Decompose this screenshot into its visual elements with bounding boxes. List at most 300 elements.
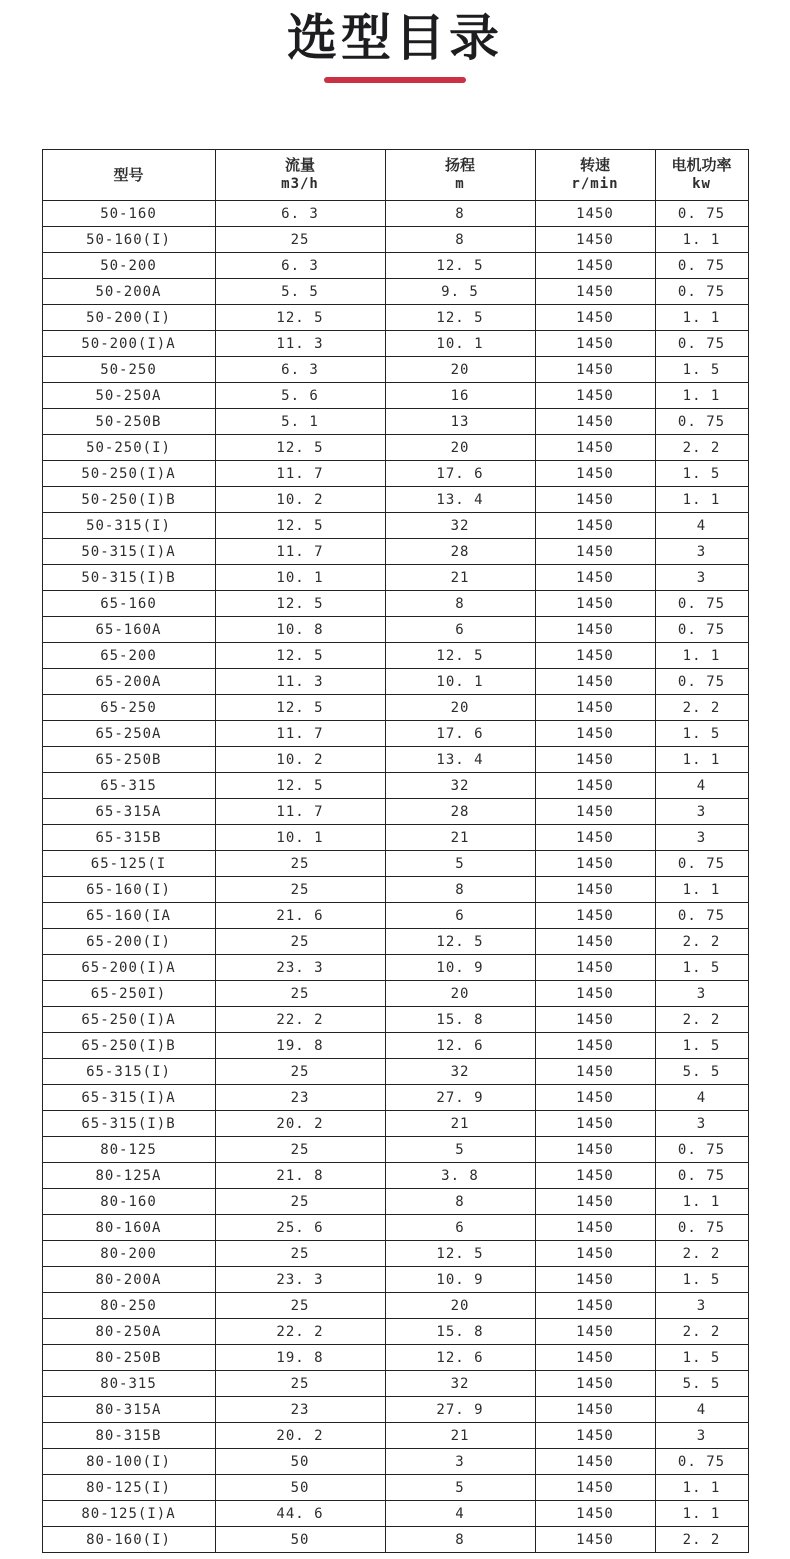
speed-cell: 1450 — [535, 1319, 655, 1345]
flow-cell: 25 — [215, 1293, 385, 1319]
table-row — [42, 227, 748, 253]
power-cell: 1. 5 — [655, 721, 748, 747]
column-header-model — [42, 150, 215, 201]
model-cell: 80-160(I) — [42, 1527, 215, 1553]
power-cell: 3 — [655, 799, 748, 825]
power-cell: 2. 2 — [655, 1527, 748, 1553]
speed-cell: 1450 — [535, 981, 655, 1007]
model-cell: 65-315B — [42, 825, 215, 851]
head-cell: 21 — [385, 565, 535, 591]
speed-cell: 1450 — [535, 409, 655, 435]
table-row — [42, 461, 748, 487]
power-cell: 1. 1 — [655, 1475, 748, 1501]
model-cell: 50-200(I)A — [42, 331, 215, 357]
model-cell: 50-250(I)B — [42, 487, 215, 513]
table-row — [42, 1501, 748, 1527]
flow-cell: 44. 6 — [215, 1501, 385, 1527]
power-cell: 3 — [655, 539, 748, 565]
table-row — [42, 747, 748, 773]
model-cell: 65-250 — [42, 695, 215, 721]
flow-cell: 12. 5 — [215, 305, 385, 331]
flow-cell: 25 — [215, 1241, 385, 1267]
flow-cell: 11. 3 — [215, 331, 385, 357]
flow-cell: 6. 3 — [215, 253, 385, 279]
table-row — [42, 877, 748, 903]
column-unit: r/min — [571, 176, 619, 192]
model-cell: 65-200(I) — [42, 929, 215, 955]
column-label: 扬程 — [444, 157, 475, 174]
power-cell: 0. 75 — [655, 617, 748, 643]
power-cell: 1. 5 — [655, 1033, 748, 1059]
speed-cell: 1450 — [535, 1189, 655, 1215]
speed-cell: 1450 — [535, 773, 655, 799]
speed-cell: 1450 — [535, 643, 655, 669]
model-cell: 50-250(I) — [42, 435, 215, 461]
flow-cell: 20. 2 — [215, 1111, 385, 1137]
speed-cell: 1450 — [535, 357, 655, 383]
flow-cell: 25 — [215, 851, 385, 877]
model-cell: 50-315(I)B — [42, 565, 215, 591]
power-cell: 0. 75 — [655, 279, 748, 305]
model-cell: 65-250(I)A — [42, 1007, 215, 1033]
head-cell: 3. 8 — [385, 1163, 535, 1189]
power-cell: 1. 5 — [655, 1267, 748, 1293]
power-cell: 0. 75 — [655, 669, 748, 695]
head-cell: 21 — [385, 1111, 535, 1137]
flow-cell: 20. 2 — [215, 1423, 385, 1449]
model-cell: 65-315A — [42, 799, 215, 825]
table-row — [42, 773, 748, 799]
model-cell: 50-250A — [42, 383, 215, 409]
head-cell: 6 — [385, 617, 535, 643]
model-cell: 65-315(I)A — [42, 1085, 215, 1111]
head-cell: 8 — [385, 1189, 535, 1215]
model-cell: 80-160 — [42, 1189, 215, 1215]
head-cell: 13. 4 — [385, 487, 535, 513]
power-cell: 0. 75 — [655, 1449, 748, 1475]
power-cell: 1. 5 — [655, 955, 748, 981]
table-row — [42, 1267, 748, 1293]
speed-cell: 1450 — [535, 1137, 655, 1163]
head-cell: 20 — [385, 357, 535, 383]
flow-cell: 50 — [215, 1527, 385, 1553]
model-cell: 50-250 — [42, 357, 215, 383]
table-row — [42, 1397, 748, 1423]
table-row — [42, 1345, 748, 1371]
power-cell: 0. 75 — [655, 851, 748, 877]
speed-cell: 1450 — [535, 1293, 655, 1319]
power-cell: 0. 75 — [655, 903, 748, 929]
model-cell: 80-125(I) — [42, 1475, 215, 1501]
speed-cell: 1450 — [535, 1241, 655, 1267]
table-row — [42, 591, 748, 617]
table-row — [42, 1449, 748, 1475]
speed-cell: 1450 — [535, 1085, 655, 1111]
speed-cell: 1450 — [535, 1215, 655, 1241]
speed-cell: 1450 — [535, 799, 655, 825]
table-row — [42, 357, 748, 383]
head-cell: 12. 6 — [385, 1033, 535, 1059]
speed-cell: 1450 — [535, 513, 655, 539]
flow-cell: 5. 6 — [215, 383, 385, 409]
speed-cell: 1450 — [535, 1163, 655, 1189]
table-row — [42, 1475, 748, 1501]
power-cell: 0. 75 — [655, 1137, 748, 1163]
model-cell: 80-200 — [42, 1241, 215, 1267]
speed-cell: 1450 — [535, 955, 655, 981]
speed-cell: 1450 — [535, 201, 655, 227]
power-cell: 0. 75 — [655, 1163, 748, 1189]
speed-cell: 1450 — [535, 877, 655, 903]
column-unit: m3/h — [281, 176, 319, 192]
flow-cell: 21. 6 — [215, 903, 385, 929]
head-cell: 27. 9 — [385, 1085, 535, 1111]
speed-cell: 1450 — [535, 279, 655, 305]
flow-cell: 22. 2 — [215, 1007, 385, 1033]
table-row — [42, 1371, 748, 1397]
speed-cell: 1450 — [535, 1371, 655, 1397]
model-cell: 50-250(I)A — [42, 461, 215, 487]
power-cell: 2. 2 — [655, 1007, 748, 1033]
speed-cell: 1450 — [535, 1501, 655, 1527]
power-cell: 1. 5 — [655, 357, 748, 383]
power-cell: 2. 2 — [655, 1241, 748, 1267]
head-cell: 20 — [385, 435, 535, 461]
table-row — [42, 201, 748, 227]
flow-cell: 12. 5 — [215, 695, 385, 721]
table-row — [42, 669, 748, 695]
head-cell: 5 — [385, 1475, 535, 1501]
power-cell: 2. 2 — [655, 695, 748, 721]
speed-cell: 1450 — [535, 1423, 655, 1449]
head-cell: 12. 5 — [385, 1241, 535, 1267]
table-row — [42, 305, 748, 331]
head-cell: 32 — [385, 1371, 535, 1397]
model-cell: 50-315(I) — [42, 513, 215, 539]
title-divider-bar — [324, 77, 466, 83]
speed-cell: 1450 — [535, 695, 655, 721]
flow-cell: 12. 5 — [215, 643, 385, 669]
head-cell: 8 — [385, 591, 535, 617]
head-cell: 10. 9 — [385, 1267, 535, 1293]
table-row — [42, 1007, 748, 1033]
head-cell: 4 — [385, 1501, 535, 1527]
flow-cell: 11. 7 — [215, 461, 385, 487]
table-row — [42, 825, 748, 851]
table-header — [42, 150, 748, 201]
column-header-speed — [535, 150, 655, 201]
speed-cell: 1450 — [535, 435, 655, 461]
model-cell: 50-315(I)A — [42, 539, 215, 565]
model-cell: 50-200A — [42, 279, 215, 305]
table-row — [42, 721, 748, 747]
flow-cell: 19. 8 — [215, 1345, 385, 1371]
speed-cell: 1450 — [535, 253, 655, 279]
head-cell: 27. 9 — [385, 1397, 535, 1423]
page-title: 选型目录 — [287, 10, 503, 66]
flow-cell: 10. 2 — [215, 487, 385, 513]
flow-cell: 25 — [215, 227, 385, 253]
head-cell: 8 — [385, 877, 535, 903]
table-row — [42, 1163, 748, 1189]
model-cell: 65-200(I)A — [42, 955, 215, 981]
flow-cell: 5. 5 — [215, 279, 385, 305]
table-row — [42, 1111, 748, 1137]
flow-cell: 23 — [215, 1085, 385, 1111]
flow-cell: 10. 2 — [215, 747, 385, 773]
model-cell: 65-250B — [42, 747, 215, 773]
column-label: 转速 — [579, 157, 610, 174]
model-cell: 50-250B — [42, 409, 215, 435]
model-cell: 65-160(IA — [42, 903, 215, 929]
speed-cell: 1450 — [535, 1475, 655, 1501]
flow-cell: 12. 5 — [215, 591, 385, 617]
flow-cell: 22. 2 — [215, 1319, 385, 1345]
power-cell: 1. 1 — [655, 1189, 748, 1215]
flow-cell: 23. 3 — [215, 955, 385, 981]
power-cell: 1. 5 — [655, 1345, 748, 1371]
table-row — [42, 1527, 748, 1553]
head-cell: 20 — [385, 981, 535, 1007]
power-cell: 1. 1 — [655, 747, 748, 773]
table-row — [42, 331, 748, 357]
speed-cell: 1450 — [535, 903, 655, 929]
flow-cell: 23 — [215, 1397, 385, 1423]
power-cell: 5. 5 — [655, 1059, 748, 1085]
model-cell: 65-200 — [42, 643, 215, 669]
model-cell: 65-250A — [42, 721, 215, 747]
power-cell: 5. 5 — [655, 1371, 748, 1397]
speed-cell: 1450 — [535, 305, 655, 331]
table-row — [42, 617, 748, 643]
speed-cell: 1450 — [535, 227, 655, 253]
power-cell: 3 — [655, 565, 748, 591]
model-cell: 80-250A — [42, 1319, 215, 1345]
speed-cell: 1450 — [535, 851, 655, 877]
power-cell: 2. 2 — [655, 435, 748, 461]
table-row — [42, 539, 748, 565]
table-row — [42, 1319, 748, 1345]
table-body — [42, 201, 748, 1553]
power-cell: 1. 5 — [655, 461, 748, 487]
flow-cell: 50 — [215, 1475, 385, 1501]
power-cell: 3 — [655, 981, 748, 1007]
head-cell: 12. 6 — [385, 1345, 535, 1371]
speed-cell: 1450 — [535, 591, 655, 617]
speed-cell: 1450 — [535, 669, 655, 695]
head-cell: 20 — [385, 1293, 535, 1319]
table-row — [42, 1033, 748, 1059]
model-cell: 65-160(I) — [42, 877, 215, 903]
head-cell: 32 — [385, 513, 535, 539]
power-cell: 0. 75 — [655, 409, 748, 435]
flow-cell: 25 — [215, 1137, 385, 1163]
flow-cell: 10. 1 — [215, 825, 385, 851]
flow-cell: 19. 8 — [215, 1033, 385, 1059]
power-cell: 0. 75 — [655, 253, 748, 279]
power-cell: 0. 75 — [655, 591, 748, 617]
head-cell: 10. 1 — [385, 669, 535, 695]
column-header-flow — [215, 150, 385, 201]
flow-cell: 25 — [215, 981, 385, 1007]
model-cell: 80-125 — [42, 1137, 215, 1163]
flow-cell: 25. 6 — [215, 1215, 385, 1241]
table-row — [42, 1423, 748, 1449]
table-row — [42, 695, 748, 721]
head-cell: 10. 1 — [385, 331, 535, 357]
flow-cell: 21. 8 — [215, 1163, 385, 1189]
table-row — [42, 435, 748, 461]
power-cell: 1. 1 — [655, 643, 748, 669]
speed-cell: 1450 — [535, 461, 655, 487]
power-cell: 4 — [655, 513, 748, 539]
head-cell: 16 — [385, 383, 535, 409]
table-row — [42, 409, 748, 435]
head-cell: 28 — [385, 539, 535, 565]
power-cell: 0. 75 — [655, 201, 748, 227]
power-cell: 4 — [655, 1397, 748, 1423]
model-cell: 50-200(I) — [42, 305, 215, 331]
speed-cell: 1450 — [535, 487, 655, 513]
power-cell: 1. 1 — [655, 877, 748, 903]
selection-table — [42, 149, 749, 1553]
power-cell: 2. 2 — [655, 929, 748, 955]
power-cell: 4 — [655, 1085, 748, 1111]
column-unit: m — [455, 176, 465, 192]
power-cell: 0. 75 — [655, 1215, 748, 1241]
table-row — [42, 799, 748, 825]
flow-cell: 25 — [215, 1371, 385, 1397]
flow-cell: 11. 3 — [215, 669, 385, 695]
head-cell: 5 — [385, 851, 535, 877]
speed-cell: 1450 — [535, 1111, 655, 1137]
power-cell: 1. 1 — [655, 305, 748, 331]
head-cell: 21 — [385, 825, 535, 851]
model-cell: 50-160 — [42, 201, 215, 227]
power-cell: 3 — [655, 825, 748, 851]
head-cell: 12. 5 — [385, 643, 535, 669]
model-cell: 80-315B — [42, 1423, 215, 1449]
model-cell: 80-125A — [42, 1163, 215, 1189]
flow-cell: 25 — [215, 1189, 385, 1215]
speed-cell: 1450 — [535, 565, 655, 591]
table-row — [42, 565, 748, 591]
model-cell: 65-200A — [42, 669, 215, 695]
head-cell: 15. 8 — [385, 1319, 535, 1345]
head-cell: 12. 5 — [385, 929, 535, 955]
speed-cell: 1450 — [535, 1007, 655, 1033]
column-label: 电机功率 — [671, 157, 732, 174]
head-cell: 20 — [385, 695, 535, 721]
head-cell: 6 — [385, 1215, 535, 1241]
head-cell: 13 — [385, 409, 535, 435]
power-cell: 3 — [655, 1111, 748, 1137]
head-cell: 12. 5 — [385, 253, 535, 279]
flow-cell: 12. 5 — [215, 513, 385, 539]
power-cell: 3 — [655, 1423, 748, 1449]
speed-cell: 1450 — [535, 383, 655, 409]
column-label: 型号 — [113, 166, 144, 184]
power-cell: 1. 1 — [655, 487, 748, 513]
table-row — [42, 981, 748, 1007]
power-cell: 1. 1 — [655, 1501, 748, 1527]
column-label: 流量 — [284, 157, 315, 174]
head-cell: 15. 8 — [385, 1007, 535, 1033]
power-cell: 3 — [655, 1293, 748, 1319]
model-cell: 80-250B — [42, 1345, 215, 1371]
speed-cell: 1450 — [535, 539, 655, 565]
table-row — [42, 1215, 748, 1241]
model-cell: 80-160A — [42, 1215, 215, 1241]
speed-cell: 1450 — [535, 929, 655, 955]
head-cell: 10. 9 — [385, 955, 535, 981]
speed-cell: 1450 — [535, 1449, 655, 1475]
column-header-power — [655, 150, 748, 201]
model-cell: 65-315 — [42, 773, 215, 799]
flow-cell: 6. 3 — [215, 357, 385, 383]
speed-cell: 1450 — [535, 825, 655, 851]
model-cell: 50-160(I) — [42, 227, 215, 253]
model-cell: 80-125(I)A — [42, 1501, 215, 1527]
speed-cell: 1450 — [535, 747, 655, 773]
column-header-head — [385, 150, 535, 201]
model-cell: 80-315 — [42, 1371, 215, 1397]
model-cell: 80-250 — [42, 1293, 215, 1319]
flow-cell: 10. 1 — [215, 565, 385, 591]
power-cell: 1. 1 — [655, 227, 748, 253]
table-row — [42, 1189, 748, 1215]
speed-cell: 1450 — [535, 617, 655, 643]
table-row — [42, 1137, 748, 1163]
model-cell: 50-200 — [42, 253, 215, 279]
head-cell: 8 — [385, 227, 535, 253]
model-cell: 65-160 — [42, 591, 215, 617]
table-row — [42, 1085, 748, 1111]
model-cell: 65-315(I) — [42, 1059, 215, 1085]
table-row — [42, 903, 748, 929]
table-row — [42, 253, 748, 279]
power-cell: 4 — [655, 773, 748, 799]
speed-cell: 1450 — [535, 1059, 655, 1085]
model-cell: 80-100(I) — [42, 1449, 215, 1475]
power-cell: 1. 1 — [655, 383, 748, 409]
head-cell: 28 — [385, 799, 535, 825]
model-cell: 65-125(I — [42, 851, 215, 877]
head-cell: 32 — [385, 773, 535, 799]
model-cell: 65-250(I)B — [42, 1033, 215, 1059]
flow-cell: 11. 7 — [215, 539, 385, 565]
head-cell: 3 — [385, 1449, 535, 1475]
table-row — [42, 929, 748, 955]
head-cell: 12. 5 — [385, 305, 535, 331]
flow-cell: 25 — [215, 877, 385, 903]
table-row — [42, 851, 748, 877]
table-row — [42, 1241, 748, 1267]
column-unit: kw — [692, 176, 711, 192]
flow-cell: 12. 5 — [215, 435, 385, 461]
speed-cell: 1450 — [535, 1345, 655, 1371]
speed-cell: 1450 — [535, 1033, 655, 1059]
head-cell: 21 — [385, 1423, 535, 1449]
flow-cell: 11. 7 — [215, 799, 385, 825]
table-row — [42, 513, 748, 539]
table-row — [42, 279, 748, 305]
head-cell: 13. 4 — [385, 747, 535, 773]
speed-cell: 1450 — [535, 1267, 655, 1293]
speed-cell: 1450 — [535, 1397, 655, 1423]
flow-cell: 23. 3 — [215, 1267, 385, 1293]
model-cell: 80-200A — [42, 1267, 215, 1293]
